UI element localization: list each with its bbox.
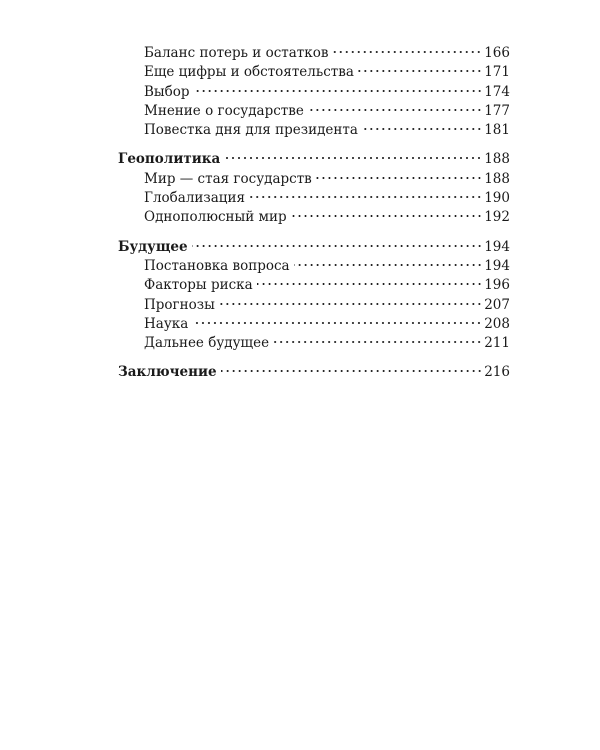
toc-entry-choice[interactable] bbox=[118, 83, 510, 102]
toc-entry-far-future[interactable] bbox=[118, 334, 510, 353]
toc-entry-title: Дальнее будущее bbox=[144, 335, 270, 352]
toc-entry-unipolar[interactable] bbox=[118, 208, 510, 227]
toc-entry-title: Наука bbox=[144, 315, 189, 332]
toc-entry-page: 181 bbox=[484, 122, 510, 139]
dot-leader bbox=[316, 176, 482, 180]
toc-entry-balance[interactable] bbox=[118, 44, 510, 63]
toc-entry-title: Глобализация bbox=[144, 190, 245, 207]
toc-section-conclusion[interactable] bbox=[118, 363, 510, 382]
toc-entry-globalization[interactable] bbox=[118, 189, 510, 208]
dot-leader bbox=[291, 214, 483, 218]
toc-entry-page: 196 bbox=[484, 277, 510, 294]
toc-entry-title: Еще цифры и обстоятельства bbox=[144, 64, 354, 81]
toc-entry-page: 194 bbox=[484, 238, 510, 255]
dot-leader bbox=[308, 108, 482, 112]
toc-section-geopolitics[interactable] bbox=[118, 150, 510, 169]
toc-entry-page: 177 bbox=[484, 102, 510, 119]
toc-entry-title: Постановка вопроса bbox=[144, 257, 290, 274]
toc-entry-problem-statement[interactable] bbox=[118, 257, 510, 276]
toc-entry-page: 211 bbox=[484, 335, 510, 352]
dot-leader bbox=[221, 369, 483, 373]
toc-entry-title: Факторы риска bbox=[144, 277, 253, 294]
dot-leader bbox=[192, 244, 483, 248]
dot-leader bbox=[194, 89, 483, 93]
toc-entry-title: Повестка дня для президента bbox=[144, 122, 358, 139]
table-of-contents bbox=[118, 44, 510, 383]
dot-leader bbox=[362, 127, 482, 131]
dot-leader bbox=[358, 69, 482, 73]
toc-entry-agenda[interactable] bbox=[118, 121, 510, 140]
toc-entry-title: Мир — стая государств bbox=[144, 170, 312, 187]
toc-entry-page: 192 bbox=[484, 209, 510, 226]
toc-entry-page: 208 bbox=[484, 315, 510, 332]
toc-entry-world-flock[interactable] bbox=[118, 170, 510, 189]
toc-entry-title: Прогнозы bbox=[144, 296, 215, 313]
toc-entry-title: Выбор bbox=[144, 83, 190, 100]
toc-entry-page: 190 bbox=[484, 190, 510, 207]
toc-entry-page: 188 bbox=[484, 170, 510, 187]
dot-leader bbox=[224, 156, 482, 160]
toc-entry-page: 166 bbox=[484, 45, 510, 61]
toc-entry-risk-factors[interactable] bbox=[118, 276, 510, 295]
toc-entry-title: Однополюсный мир bbox=[144, 209, 287, 226]
dot-leader bbox=[332, 50, 482, 54]
toc-entry-page: 216 bbox=[484, 364, 510, 381]
toc-entry-page: 174 bbox=[484, 83, 510, 100]
toc-entry-state-opinion[interactable] bbox=[118, 102, 510, 121]
dot-leader bbox=[249, 195, 482, 199]
toc-entry-page: 194 bbox=[484, 257, 510, 274]
toc-section-title: Геополитика bbox=[118, 151, 221, 168]
toc-entry-page: 171 bbox=[484, 64, 510, 81]
toc-entry-forecasts[interactable] bbox=[118, 296, 510, 315]
toc-section-title: Заключение bbox=[118, 364, 217, 381]
toc-entry-title: Мнение о государстве bbox=[144, 102, 304, 119]
toc-section-title: Будущее bbox=[118, 238, 188, 255]
toc-entry-figures[interactable] bbox=[118, 63, 510, 82]
dot-leader bbox=[192, 321, 482, 325]
section-gap bbox=[118, 140, 510, 150]
dot-leader bbox=[294, 263, 483, 267]
toc-section-future[interactable] bbox=[118, 238, 510, 257]
toc-entry-title: Баланс потерь и остатков bbox=[144, 45, 329, 61]
toc-entry-science[interactable] bbox=[118, 315, 510, 334]
dot-leader bbox=[257, 282, 483, 286]
section-gap bbox=[118, 228, 510, 238]
toc-entry-page: 207 bbox=[484, 296, 510, 313]
dot-leader bbox=[273, 340, 482, 344]
section-gap bbox=[118, 353, 510, 363]
dot-leader bbox=[219, 302, 482, 306]
toc-entry-page: 188 bbox=[484, 151, 510, 168]
